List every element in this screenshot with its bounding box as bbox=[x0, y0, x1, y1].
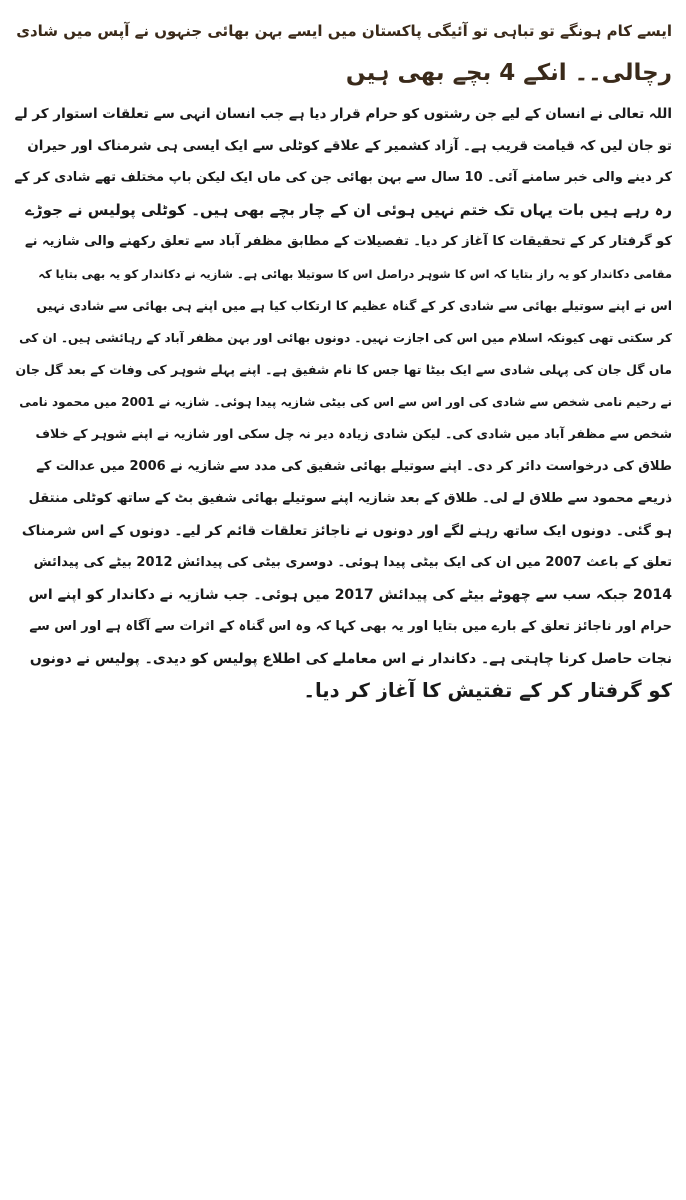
body-line: طلاق کی درخواست دائر کر دی۔ اپنے سوتیلے بھائی شفیق کی مدد سے شازیہ نے 2006 میں عدالت کے bbox=[36, 458, 672, 474]
body-line: کو گرفتار کر کے تفتیش کا آغاز کر دیا۔ bbox=[303, 678, 672, 702]
body-line: نجات حاصل کرنا چاہتی ہے۔ دکاندار نے اس معاملے کی اطلاع پولیس کو دیدی۔ پولیس نے دونوں bbox=[29, 650, 672, 667]
body-line: اس نے اپنے سوتیلے بھائی سے شادی کر کے گناہ عظیم کا ارتکاب کیا ہے میں اپنے ہی بھائی سے شادی نہیں bbox=[36, 298, 672, 314]
body-line: شخص سے مظفر آباد میں شادی کی۔ لیکن شادی زیادہ دیر نہ چل سکی اور شازیہ نے اپنے شوہر کے خلاف bbox=[35, 426, 672, 442]
body-line: ہو گئی۔ دونوں ایک ساتھ رہنے لگے اور دونوں نے ناجائز تعلقات قائم کر لیے۔ دونوں کے اس شرمناک bbox=[21, 522, 672, 539]
title-line: ایسے کام ہونگے تو تباہی تو آئیگی پاکستان میں ایسے بہن بھائی جنہوں نے آپس میں شادی bbox=[16, 22, 672, 40]
title-line: رچالی۔۔ انکے 4 بچے بھی ہیں bbox=[345, 60, 672, 86]
body-line: رہ رہے ہیں بات یہاں تک ختم نہیں ہوئی ان کے چار بچے بھی ہیں۔ کوٹلی پولیس نے جوڑے bbox=[25, 201, 672, 220]
body-line: کر دینے والی خبر سامنے آئی۔ 10 سال سے بہن بھائی جن کی ماں ایک لیکن باپ مختلف تھے شادی کر کے bbox=[14, 170, 672, 186]
body-line: مقامی دکاندار کو یہ راز بتایا کہ اس کا شوہر دراصل اس کا سوتیلا بھائی ہے۔ شازیہ نے دکاندار کو یہ بھی بتایا کہ bbox=[38, 267, 672, 282]
body-line: کو گرفتار کر کے تحقیقات کا آغاز کر دیا۔ تفصیلات کے مطابق مظفر آباد سے تعلق رکھنے والی شازیہ نے bbox=[24, 234, 672, 250]
body-line: نے رحیم نامی شخص سے شادی کی اور اس سے اس کی بیٹی شازیہ پیدا ہوئی۔ شازیہ نے 2001 میں محمود نامی bbox=[19, 395, 672, 410]
body-line: اللہ تعالی نے انسان کے لیے جن رشتوں کو حرام قرار دیا ہے جب انسان انہی سے تعلقات استوار کر لے bbox=[14, 106, 672, 122]
body-line: ماں گل جان کی پہلی شادی سے ایک بیٹا تھا جس کا نام شفیق ہے۔ اپنے پہلے شوہر کی وفات کے بعد گل جان bbox=[15, 362, 672, 378]
body-line: حرام اور ناجائز تعلق کے بارے میں بتایا اور یہ بھی کہا کہ وہ اس گناہ کے اثرات سے آگاہ ہے اور اس سے bbox=[29, 618, 672, 634]
article-body bbox=[14, 98, 672, 707]
body-line: ذریعے محمود سے طلاق لے لی۔ طلاق کے بعد شازیہ اپنے سوتیلے بھائی شفیق بٹ کے ساتھ کوٹلی منتقل bbox=[28, 490, 672, 506]
body-line: 2014 جبکہ سب سے چھوٹے بیٹے کی پیدائش 2017 میں ہوئی۔ جب شازیہ نے دکاندار کو اپنے اس bbox=[28, 586, 672, 603]
article-title bbox=[14, 10, 672, 94]
body-line: تو جان لیں کہ قیامت قریب ہے۔ آزاد کشمیر کے علاقے کوٹلی سے ایک ایسی ہی شرمناک اور حیران bbox=[27, 138, 672, 155]
body-line: تعلق کے باعث 2007 میں ان کی ایک بیٹی پیدا ہوئی۔ دوسری بیٹی کی پیدائش 2012 بیٹے کی پیدائش bbox=[33, 554, 672, 570]
body-line: کر سکتی تھی کیونکہ اسلام میں اس کی اجازت نہیں۔ دونوں بھائی اور بہن مظفر آباد کے رہائشی ہیں۔ ان کی bbox=[19, 331, 672, 346]
